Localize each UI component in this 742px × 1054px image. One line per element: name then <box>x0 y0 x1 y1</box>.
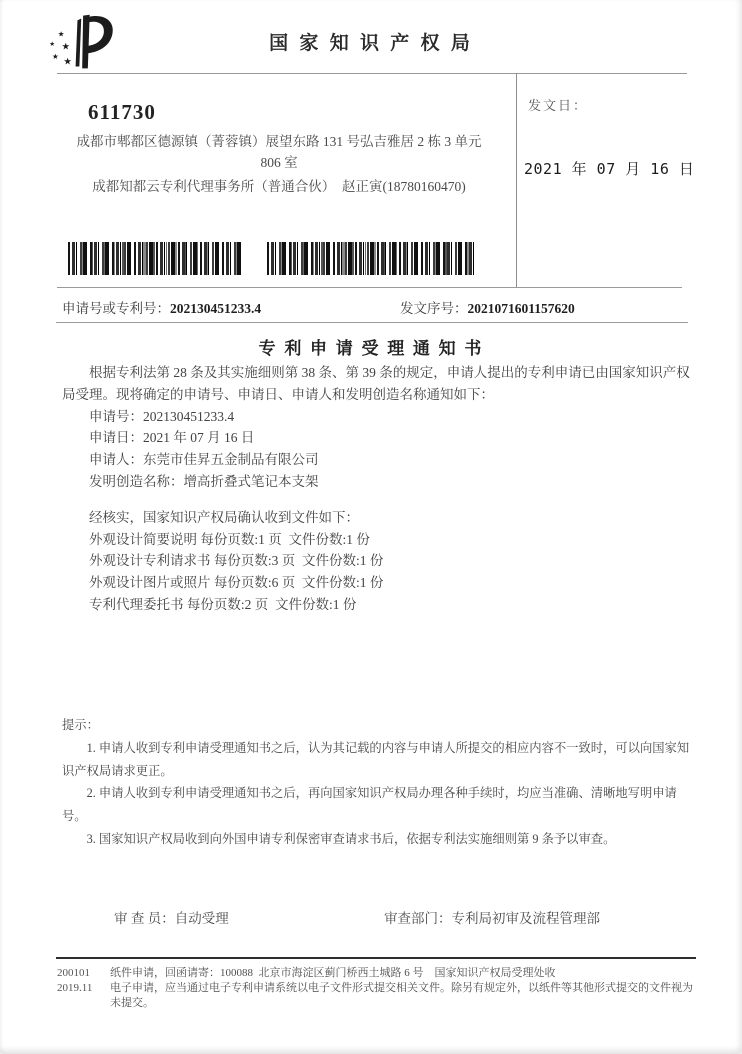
footer <box>57 966 705 1011</box>
received-doc-row: 外观设计简要说明 每份页数:1 页 文件份数:1 份 <box>89 531 370 547</box>
received-intro: 经核实，国家知识产权局确认收到文件如下： <box>89 509 359 525</box>
examiner-label: 审 查 员： <box>114 911 175 926</box>
received-doc-row: 外观设计专利请求书 每份页数:3 页 文件份数:1 份 <box>89 553 384 569</box>
field-value: 2021 年 07 月 16 日 <box>143 430 255 446</box>
field-value: 增高折叠式笔记本支架 <box>183 473 319 489</box>
field-label: 发明创造名称： <box>89 473 184 489</box>
tip-item: 3. 国家知识产权局收到向外国申请专利保密审查请求书后，依据专利法实施细则第 9 条予以审查。 <box>86 831 616 846</box>
issue-date-label: 发文日： <box>528 98 589 113</box>
footer-form-code: 200101 <box>57 967 90 979</box>
recipient-address-line2: 806 室 <box>260 155 298 170</box>
application-number-label: 申请号或专利号： <box>62 301 170 316</box>
field-row-application-number <box>62 406 690 428</box>
field-label: 申请人： <box>89 452 143 468</box>
examiner-group <box>114 911 229 926</box>
field-label: 申请日： <box>89 430 143 446</box>
box-bottom-divider <box>57 287 682 288</box>
barcode-left <box>68 242 244 275</box>
footer-divider <box>56 957 696 959</box>
field-row-invention-title <box>62 471 690 493</box>
footer-line-paper: 纸件申请，回函请寄：100088 北京市海淀区蓟门桥西土城路 6 号 国家知识产权局受理处收 <box>110 967 556 979</box>
footer-revision-code: 2019.11 <box>57 982 93 994</box>
tips-section <box>62 714 694 851</box>
reference-row <box>62 297 692 317</box>
field-label: 申请号： <box>89 408 143 424</box>
examiner-value: 自动受理 <box>174 911 229 926</box>
notice-intro: 根据专利法第 28 条及其实施细则第 38 条、第 39 条的规定，申请人提出的专利申请已由国家知识产权局受理。现将确定的申请号、申请日、申请人和发明创造名称通知如下： <box>62 365 690 402</box>
received-doc-row: 外观设计图片或照片 每份页数:6 页 文件份数:1 份 <box>89 575 384 591</box>
serial-number-group <box>400 297 575 317</box>
barcode-right <box>267 242 474 275</box>
header-divider <box>57 73 687 74</box>
footer-line-electronic: 电子申请，应当通过电子专利申请系统以电子文件形式提交相关文件。除另有规定外，以纸件等其他形式提交的文件视为未提交。 <box>110 982 693 1009</box>
serial-number: 2021071601157620 <box>467 301 575 316</box>
recipient-address <box>58 131 500 173</box>
department-value: 专利局初审及流程管理部 <box>451 911 600 926</box>
field-row-application-date <box>62 427 690 449</box>
notice-title: 专 利 申 请 受 理 通 知 书 <box>258 339 484 358</box>
agency-title: 国 家 知 识 产 权 局 <box>269 33 473 54</box>
serial-number-label: 发文序号： <box>400 301 468 316</box>
field-row-applicant <box>62 449 690 471</box>
received-documents-section <box>62 507 690 616</box>
tips-label: 提示： <box>62 718 99 732</box>
svg-text:★: ★ <box>52 51 59 61</box>
field-value: 202130451233.4 <box>143 408 235 424</box>
issue-date-value: 2021 年 07 月 16 日 <box>524 160 695 178</box>
received-doc-row: 专利代理委托书 每份页数:2 页 文件份数:1 份 <box>89 596 357 612</box>
svg-text:★: ★ <box>57 29 65 39</box>
notice-body <box>62 362 690 616</box>
signoff-row <box>62 907 690 927</box>
recipient-postal-code: 611730 <box>88 100 156 124</box>
tip-item: 1. 申请人收到专利申请受理通知书之后，认为其记载的内容与申请人所提交的相应内容不一致时，可以向国家知识产权局请求更正。 <box>62 740 690 778</box>
svg-text:★: ★ <box>61 42 70 53</box>
svg-text:★: ★ <box>49 40 56 48</box>
department-group <box>384 907 600 927</box>
tip-item: 2. 申请人收到专利申请受理通知书之后，再向国家知识产权局办理各种手续时，均应当准确、清晰地写明申请号。 <box>62 786 677 824</box>
reference-divider <box>56 322 688 323</box>
field-value: 东莞市佳昇五金制品有限公司 <box>143 452 319 468</box>
recipient-address-line1: 成都市郫都区德源镇（菁蓉镇）展望东路 131 号弘吉雅居 2 栋 3 单元 <box>76 134 482 149</box>
recipient-agency-line: 成都知都云专利代理事务所（普通合伙） 赵正寅(18780160470) <box>92 179 466 194</box>
svg-text:★: ★ <box>63 57 72 68</box>
application-number: 202130451233.4 <box>170 301 262 316</box>
box-vertical-divider <box>516 73 517 287</box>
department-label: 审查部门： <box>384 911 452 926</box>
